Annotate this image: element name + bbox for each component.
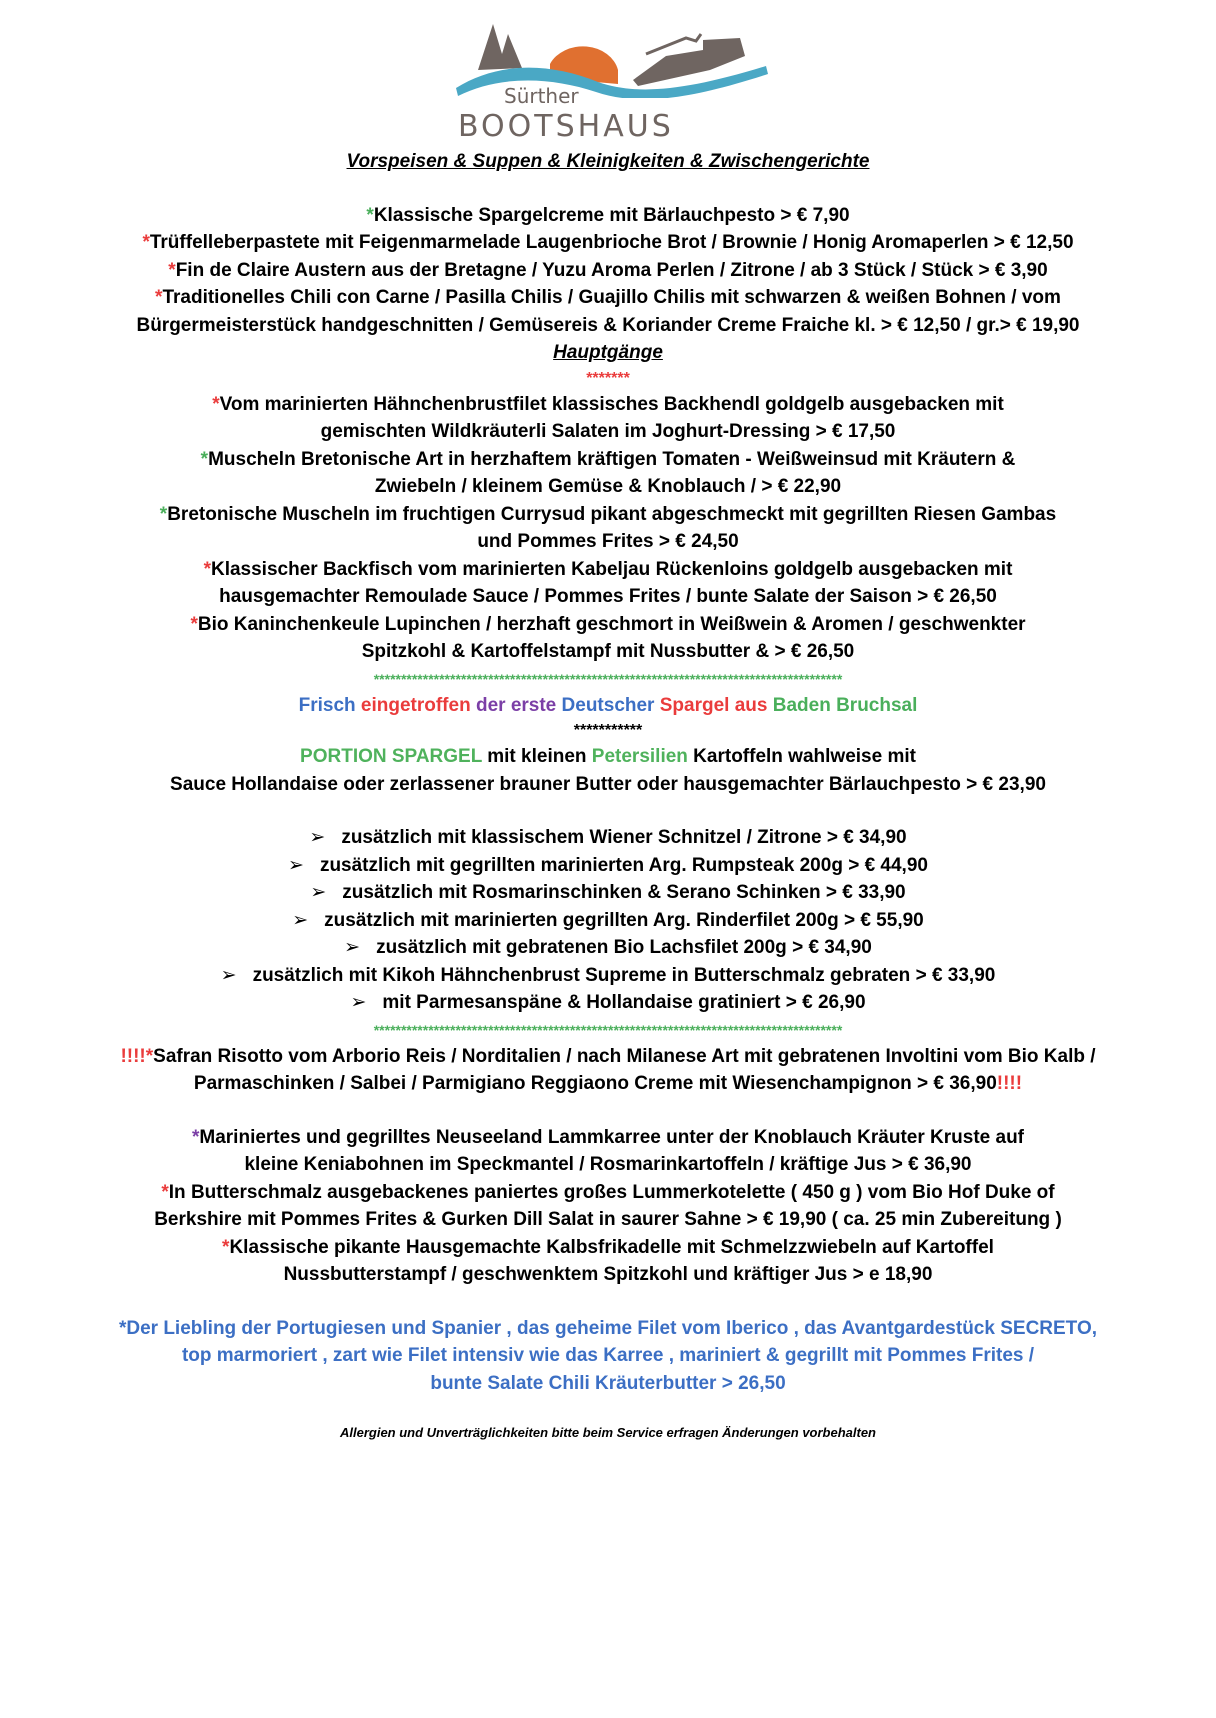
star-marker: * <box>159 503 168 525</box>
menu-item-continued: kleine Keniabohnen im Speckmantel / Rosmarinkartoffeln / kräftige Jus > € 36,90 <box>244 1154 972 1175</box>
option-item <box>0 879 1216 907</box>
headline-word: Baden Bruchsal <box>772 694 918 716</box>
arrow-bullet-icon: ➢ <box>350 992 367 1013</box>
logo-subtitle: Sürther <box>504 84 579 108</box>
menu-item-text: Traditionelles Chili con Carne / Pasilla Chilis / Guajillo Chilis mit schwarzen & weißen Bohnen / vom <box>162 287 1061 308</box>
divider-stars: ************************************************************************************** <box>373 670 843 687</box>
menu-item <box>0 1124 1216 1152</box>
heading-hauptgaenge: Hauptgänge <box>553 342 663 363</box>
exclamation-marker: !!!! <box>996 1073 1023 1094</box>
menu-item <box>0 611 1216 639</box>
menu-item-text: Trüffelleberpastete mit Feigenmarmelade Laugenbrioche Brot / Brownie / Honig Aromaperlen > € 12,50 <box>149 232 1074 253</box>
option-text: zusätzlich mit gebratenen Bio Lachsfilet 200g > € 34,90 <box>376 937 872 958</box>
portion-text: mit kleinen <box>481 746 592 767</box>
star-marker: * <box>366 204 374 226</box>
menu-item <box>0 1179 1216 1207</box>
star-marker: * <box>155 287 163 308</box>
star-marker: * <box>161 1181 169 1203</box>
menu-item-text: Parmaschinken / Salbei / Parmigiano Reggiaono Creme mit Wiesenchampignon > € 36,90 <box>193 1073 997 1094</box>
spacer <box>0 1289 1216 1315</box>
option-item <box>0 852 1216 880</box>
portion-line <box>0 743 1216 771</box>
menu-item-text: Klassischer Backfisch vom marinierten Kabeljau Rückenloins goldgelb ausgebacken mit <box>210 558 1013 580</box>
menu-item-text: In Butterschmalz ausgebackenes paniertes großes Lummerkotelette ( 450 g ) vom Bio Hof Duke of <box>168 1181 1055 1203</box>
divider-stars: ************************************************************************************** <box>373 1021 843 1038</box>
spacer <box>0 798 1216 824</box>
option-item <box>0 934 1216 962</box>
menu-item <box>0 202 1216 230</box>
option-item <box>0 824 1216 852</box>
menu-item <box>0 446 1216 474</box>
menu-item <box>0 1234 1216 1262</box>
menu-item-continued: und Pommes Frites > € 24,50 <box>477 531 739 552</box>
option-text: zusätzlich mit klassischem Wiener Schnitzel / Zitrone > € 34,90 <box>341 827 907 848</box>
portion-highlight: Petersilien <box>591 746 688 767</box>
option-item <box>0 989 1216 1017</box>
option-item <box>0 962 1216 990</box>
separator-stars: *********** <box>573 722 643 739</box>
star-marker: * <box>190 613 198 635</box>
headline-word: Deutscher <box>561 694 655 716</box>
heading-vorspeisen: Vorspeisen & Suppen & Kleinigkeiten & Zwischengerichte <box>346 151 870 172</box>
menu-item-text: Klassische Spargelcreme mit Bärlauchpesto > € 7,90 <box>373 204 850 226</box>
arrow-bullet-icon: ➢ <box>344 937 361 958</box>
menu-item <box>0 284 1216 312</box>
menu-item-text: Muscheln Bretonische Art in herzhaftem kräftigen Tomaten - Weißweinsud mit Kräutern & <box>208 448 1016 470</box>
separator-stars: ******* <box>586 369 630 387</box>
spacer <box>0 1098 1216 1124</box>
option-text: zusätzlich mit gegrillten marinierten Arg. Rumpsteak 200g > € 44,90 <box>319 854 928 876</box>
option-text: zusätzlich mit marinierten gegrillten Arg. Rinderfilet 200g > € 55,90 <box>324 909 924 931</box>
arrow-bullet-icon: ➢ <box>220 964 237 986</box>
portion-line-2: Sauce Hollandaise oder zerlassener brauner Butter oder hausgemachter Bärlauchpesto > € 23,90 <box>170 773 1046 795</box>
portion-title: PORTION SPARGEL <box>300 746 482 767</box>
headline-word: eingetroffen <box>360 694 471 716</box>
arrow-bullet-icon: ➢ <box>292 909 309 931</box>
arrow-bullet-icon: ➢ <box>309 827 326 848</box>
menu-item-text: Bio Kaninchenkeule Lupinchen / herzhaft geschmort in Weißwein & Aromen / geschwenkter <box>197 613 1026 635</box>
menu-item-continued: hausgemachter Remoulade Sauce / Pommes Frites / bunte Salate der Saison > € 26,50 <box>219 586 997 607</box>
arrow-bullet-icon: ➢ <box>310 882 327 903</box>
menu-item <box>0 556 1216 584</box>
portion-text: Kartoffeln wahlweise mit <box>687 746 916 767</box>
logo <box>438 18 778 148</box>
logo-graphic-icon <box>438 18 778 98</box>
star-marker: * <box>142 232 150 253</box>
menu-item-continued: Spitzkohl & Kartoffelstampf mit Nussbutter & > € 26,50 <box>361 641 855 662</box>
menu-item-continued: Zwiebeln / kleinem Gemüse & Knoblauch / > € 22,90 <box>374 476 842 497</box>
menu-item <box>0 391 1216 419</box>
secreto-line-2: top marmoriert , zart wie Filet intensiv wie das Karree , mariniert & gegrillt mit Pommes Frites / <box>181 1345 1035 1366</box>
headline-word: Spargel aus <box>659 694 768 716</box>
star-marker: * <box>168 259 176 281</box>
menu-item-continued: Nussbutterstampf / geschwenktem Spitzkohl und kräftiger Jus > e 18,90 <box>283 1264 933 1285</box>
menu-item-text: Mariniertes und gegrilltes Neuseeland Lammkarree unter der Knoblauch Kräuter Kruste auf <box>199 1126 1024 1148</box>
star-marker: * <box>200 448 209 470</box>
logo-title: BOOTSHAUS <box>458 109 674 144</box>
risotto-item-continued <box>0 1070 1216 1098</box>
spacer <box>0 1397 1216 1423</box>
menu-item-text: Fin de Claire Austern aus der Bretagne / Yuzu Aroma Perlen / Zitrone / ab 3 Stück / Stück > € 3,90 <box>175 259 1048 281</box>
spargel-headline <box>0 692 1216 720</box>
menu-item <box>0 501 1216 529</box>
menu-item-text: Vom marinierten Hähnchenbrustfilet klassisches Backhendl goldgelb ausgebacken mit <box>219 393 1004 415</box>
spacer <box>0 176 1216 202</box>
exclamation-marker: !!!!* <box>120 1045 154 1067</box>
menu-item-continued: Bürgermeisterstück handgeschnitten / Gemüsereis & Koriander Creme Fraiche kl. > € 12,50 / gr.> € 19,90 <box>136 314 1080 336</box>
option-text: zusätzlich mit Kikoh Hähnchenbrust Supreme in Butterschmalz gebraten > € 33,90 <box>252 964 996 986</box>
footer-note: Allergien und Unverträglichkeiten bitte beim Service erfragen Änderungen vorbehalten <box>339 1425 876 1440</box>
arrow-bullet-icon: ➢ <box>288 854 304 876</box>
headline-word: Frisch <box>298 694 356 716</box>
option-text: mit Parmesanspäne & Hollandaise gratiniert > € 26,90 <box>382 992 866 1013</box>
secreto-line-3: bunte Salate Chili Kräuterbutter > 26,50 <box>430 1372 786 1394</box>
menu-item-continued: gemischten Wildkräuterli Salaten im Joghurt-Dressing > € 17,50 <box>320 421 896 442</box>
star-marker: * <box>222 1236 230 1258</box>
menu-item-text: Safran Risotto vom Arborio Reis / Norditalien / nach Milanese Art mit gebratenen Involtini vom Bio Kalb / <box>153 1045 1096 1067</box>
menu-item-continued: Berkshire mit Pommes Frites & Gurken Dill Salat in saurer Sahne > € 19,90 ( ca. 25 min Zubereitung ) <box>154 1209 1062 1230</box>
option-item <box>0 907 1216 935</box>
menu-item-text: Klassische pikante Hausgemachte Kalbsfrikadelle mit Schmelzzwiebeln auf Kartoffel <box>229 1236 994 1258</box>
menu-item <box>0 257 1216 285</box>
headline-word: der erste <box>475 694 557 716</box>
option-text: zusätzlich mit Rosmarinschinken & Serano Schinken > € 33,90 <box>342 882 906 903</box>
secreto-line-1: *Der Liebling der Portugiesen und Spanier , das geheime Filet vom Iberico , das Avantgardestück SECRETO, <box>118 1317 1098 1339</box>
star-marker: * <box>212 393 220 415</box>
menu-item-text: Bretonische Muscheln im fruchtigen Currysud pikant abgeschmeckt mit gegrillten Riesen Gambas <box>167 503 1057 525</box>
star-marker: * <box>191 1126 200 1148</box>
risotto-item <box>0 1043 1216 1071</box>
star-marker: * <box>203 558 211 580</box>
menu-item <box>0 229 1216 257</box>
